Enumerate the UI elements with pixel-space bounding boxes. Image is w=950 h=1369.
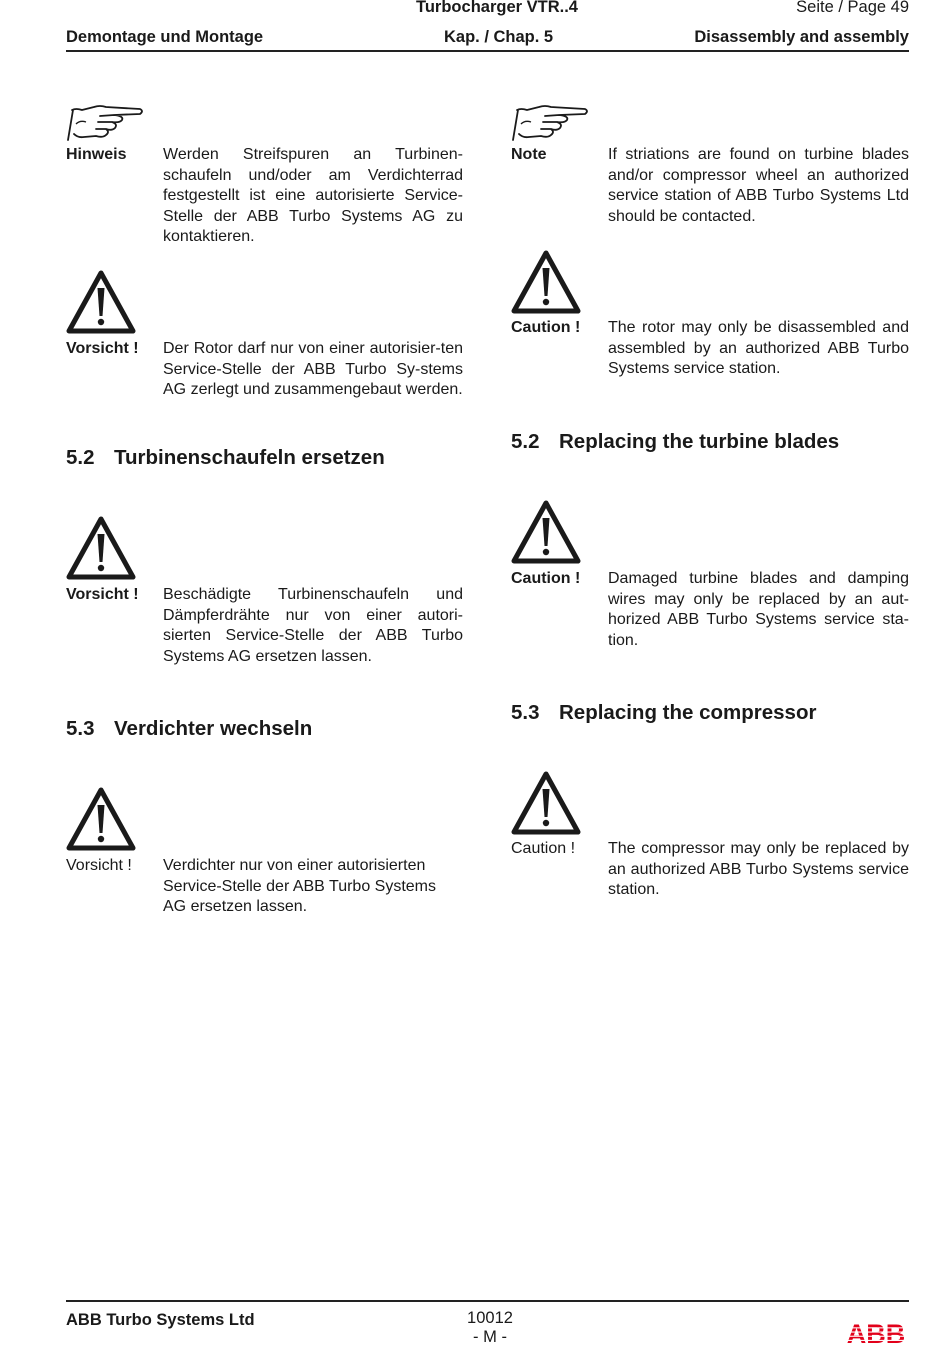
warning-triangle-icon xyxy=(511,250,581,314)
footer-doc-code: - M - xyxy=(473,1328,507,1346)
caution3-label-en: Caution ! xyxy=(511,840,576,857)
abb-logo xyxy=(846,1320,906,1346)
header-left: Demontage und Montage xyxy=(66,28,264,46)
section-title: Turbinenschaufeln ersetzen xyxy=(114,446,385,469)
note-label-en: Note xyxy=(511,146,547,163)
text-line: Service-Stelle der ABB Turbo Systems xyxy=(163,877,436,895)
caution1-text-de: Der Rotor darf nur von einer autorisier-ten Service-Stelle der ABB Turbo Sy-stems AG zerlegt und zusammengebaut werden. xyxy=(163,340,463,398)
header-right: Disassembly and assembly xyxy=(694,28,909,46)
warning-triangle-icon xyxy=(66,787,136,851)
footer-rule xyxy=(66,1300,909,1302)
header-rule xyxy=(66,50,909,52)
caution3-text-de xyxy=(163,856,473,918)
caution3-label-de: Vorsicht ! xyxy=(66,857,132,874)
section-heading-de-5-3 xyxy=(66,717,312,741)
caution2-text-de: Beschädigte Turbinenschaufeln und Dämpferdrähte nur von einer autori-sierten Service-Stelle der ABB Turbo Systems AG ersetzen lassen. xyxy=(163,586,463,665)
header-center: Kap. / Chap. 5 xyxy=(444,28,554,46)
caution1-label-de: Vorsicht ! xyxy=(66,340,139,357)
footer-doc xyxy=(440,1309,540,1347)
section-number: 5.3 xyxy=(66,717,95,740)
caution2-text-en: Damaged turbine blades and damping wires may only be replaced by an aut-horized ABB Turbo Systems service sta-tion. xyxy=(608,570,909,649)
text-line: AG ersetzen lassen. xyxy=(163,898,308,915)
section-number: 5.2 xyxy=(66,446,95,469)
warning-triangle-icon xyxy=(511,500,581,564)
header-title: Turbocharger VTR..4 xyxy=(416,0,578,16)
section-number: 5.3 xyxy=(511,701,540,724)
pointing-hand-icon xyxy=(66,104,146,142)
text-line: Verdichter nur von einer autorisierten xyxy=(163,857,426,874)
section-title: Verdichter wechseln xyxy=(114,717,313,740)
note-text-en: If striations are found on turbine blades and/or compressor wheel an authorized service station of ABB Turbo Systems Ltd should be contacted. xyxy=(608,146,909,225)
caution1-label-en: Caution ! xyxy=(511,319,581,336)
note-label-de: Hinweis xyxy=(66,146,127,163)
section-heading-en-5-3 xyxy=(511,701,816,725)
section-heading-en-5-2 xyxy=(511,430,839,454)
caution2-label-de: Vorsicht ! xyxy=(66,586,139,603)
caution2-label-en: Caution ! xyxy=(511,570,581,587)
section-heading-de-5-2 xyxy=(66,446,385,470)
note-text-de: Werden Streifspuren an Turbinen-schaufeln und/oder am Verdichterrad festgestellt ist eine autorisierte Service-Stelle der ABB Turbo Systems AG zu kontaktieren. xyxy=(163,146,463,245)
warning-triangle-icon xyxy=(511,771,581,835)
section-title: Replacing the compressor xyxy=(559,701,817,724)
warning-triangle-icon xyxy=(66,270,136,334)
logo-text: ABB xyxy=(846,1320,906,1346)
caution3-text-en: The compressor may only be replaced by an authorized ABB Turbo Systems service station. xyxy=(608,840,909,898)
pointing-hand-icon xyxy=(511,104,591,142)
section-number: 5.2 xyxy=(511,430,540,453)
footer-doc-number: 10012 xyxy=(467,1309,513,1327)
footer-company: ABB Turbo Systems Ltd xyxy=(66,1311,255,1329)
caution1-text-en: The rotor may only be disassembled and assembled by an authorized ABB Turbo Systems service station. xyxy=(608,319,909,377)
section-title: Replacing the turbine blades xyxy=(559,430,840,453)
warning-triangle-icon xyxy=(66,516,136,580)
header-page: Seite / Page 49 xyxy=(796,0,909,16)
